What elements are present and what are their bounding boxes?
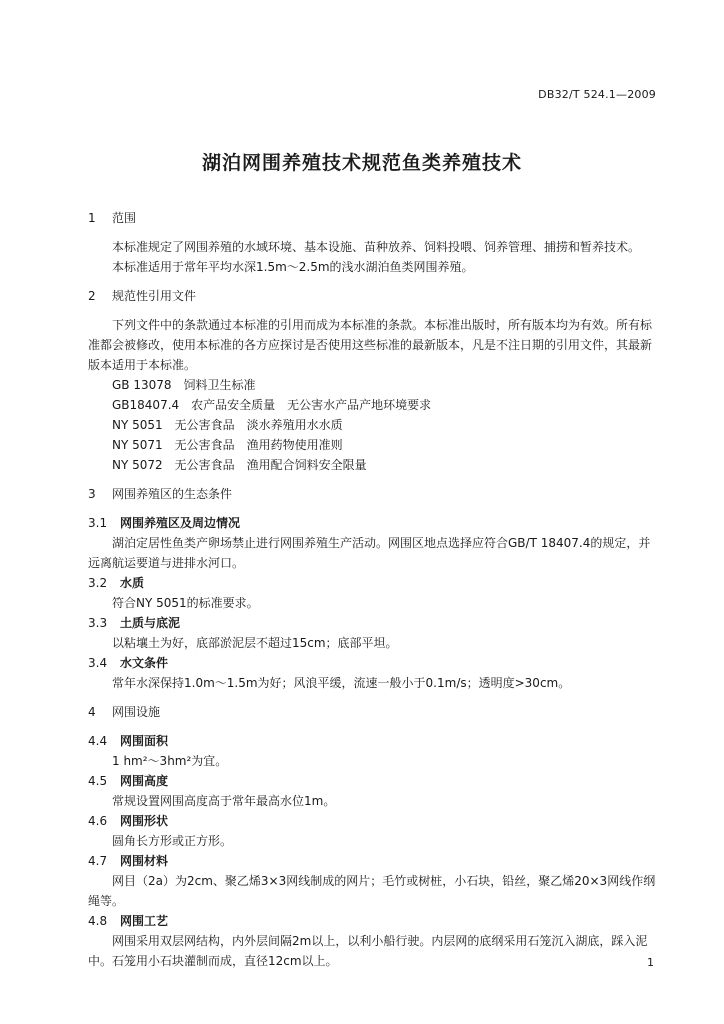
- document-title: 湖泊网围养殖技术规范鱼类养殖技术: [201, 152, 522, 174]
- subsection-title: 水质: [120, 576, 145, 590]
- subsection-number: 4.4: [88, 734, 108, 748]
- subsection-number: 4.5: [88, 774, 108, 788]
- document-code: DB32/T 524.1—2009: [538, 88, 656, 101]
- reference-item: NY 5071 无公害食品 渔用药物使用准则: [112, 438, 343, 452]
- subsection-number: 3.2: [88, 576, 108, 590]
- paragraph: 以粘壤土为好，底部淤泥层不超过15cm；底部平坦。: [112, 636, 398, 650]
- reference-item: GB18407.4 农产品安全质量 无公害水产品产地环境要求: [112, 398, 432, 412]
- section-4-heading: [88, 702, 658, 722]
- subsection-heading: [88, 851, 658, 871]
- subsection-heading: [88, 613, 658, 633]
- section-title: 规范性引用文件: [112, 289, 197, 303]
- paragraph: 网目（2a）为2cm、聚乙烯3×3网线制成的网片；毛竹或树桩，小石块，铅丝，聚乙烯20×3网线作纲绳等。: [88, 874, 656, 908]
- reference-item: GB 13078 饲料卫生标准: [112, 378, 256, 392]
- paragraph: 常规设置网围高度高于常年最高水位1m。: [112, 794, 336, 808]
- section-title: 范围: [112, 211, 137, 225]
- reference-item: NY 5051 无公害食品 淡水养殖用水水质: [112, 418, 343, 432]
- paragraph: 1 hm²～3hm²为宜。: [112, 754, 228, 768]
- section-number: 3: [88, 487, 96, 501]
- section-number: 1: [88, 211, 96, 225]
- subsection-heading: [88, 771, 658, 791]
- subsection-heading: [88, 731, 658, 751]
- subsection-number: 3.4: [88, 656, 108, 670]
- paragraph: 湖泊定居性鱼类产卵场禁止进行网围养殖生产活动。网围区地点选择应符合GB/T 18407.4的规定，并远离航运要道与进排水河口。: [88, 536, 651, 570]
- subsection-title: 土质与底泥: [120, 616, 181, 630]
- subsection-number: 4.7: [88, 854, 108, 868]
- subsection-title: 网围养殖区及周边情况: [120, 516, 241, 530]
- paragraph: 网围采用双层网结构，内外层间隔2m以上，以利小船行驶。内层网的底纲采用石笼沉入湖底，踩入泥中。石笼用小石块灌制而成，直径12cm以上。: [88, 934, 648, 968]
- paragraph: 本标准规定了网围养殖的水域环境、基本设施、苗种放养、饲料投喂、饲养管理、捕捞和暂养技术。: [112, 240, 641, 254]
- subsection-number: 4.8: [88, 914, 108, 928]
- subsection-number: 4.6: [88, 814, 108, 828]
- section-number: 2: [88, 289, 96, 303]
- reference-item: NY 5072 无公害食品 渔用配合饲料安全限量: [112, 458, 367, 472]
- subsection-heading: [88, 573, 658, 593]
- section-1-heading: [88, 208, 658, 228]
- subsection-heading: [88, 513, 658, 533]
- paragraph: 常年水深保持1.0m～1.5m为好；风浪平缓，流速一般小于0.1m/s；透明度>30cm。: [112, 676, 571, 690]
- paragraph: 符合NY 5051的标准要求。: [112, 596, 259, 610]
- subsection-number: 3.1: [88, 516, 108, 530]
- subsection-title: 网围工艺: [120, 914, 169, 928]
- subsection-title: 网围高度: [120, 774, 169, 788]
- page-number: 1: [647, 956, 654, 969]
- section-title: 网围养殖区的生态条件: [112, 487, 233, 501]
- subsection-title: 网围面积: [120, 734, 169, 748]
- section-number: 4: [88, 705, 96, 719]
- subsection-title: 网围形状: [120, 814, 169, 828]
- section-2-heading: [88, 286, 658, 306]
- paragraph: 下列文件中的条款通过本标准的引用而成为本标准的条款。本标准出版时，所有版本均为有效。所有标准都会被修改，使用本标准的各方应探讨是否使用这些标准的最新版本，凡是不注日期的引用文件，其最新版本适用于本标准。: [88, 318, 653, 372]
- subsection-heading: [88, 811, 658, 831]
- subsection-heading: [88, 911, 658, 931]
- paragraph: 圆角长方形或正方形。: [112, 834, 233, 848]
- subsection-heading: [88, 653, 658, 673]
- paragraph: 本标准适用于常年平均水深1.5m～2.5m的浅水湖泊鱼类网围养殖。: [112, 260, 474, 274]
- subsection-number: 3.3: [88, 616, 108, 630]
- subsection-title: 水文条件: [120, 656, 169, 670]
- subsection-title: 网围材料: [120, 854, 169, 868]
- section-3-heading: [88, 484, 658, 504]
- section-title: 网围设施: [112, 705, 161, 719]
- document-body: [88, 208, 658, 971]
